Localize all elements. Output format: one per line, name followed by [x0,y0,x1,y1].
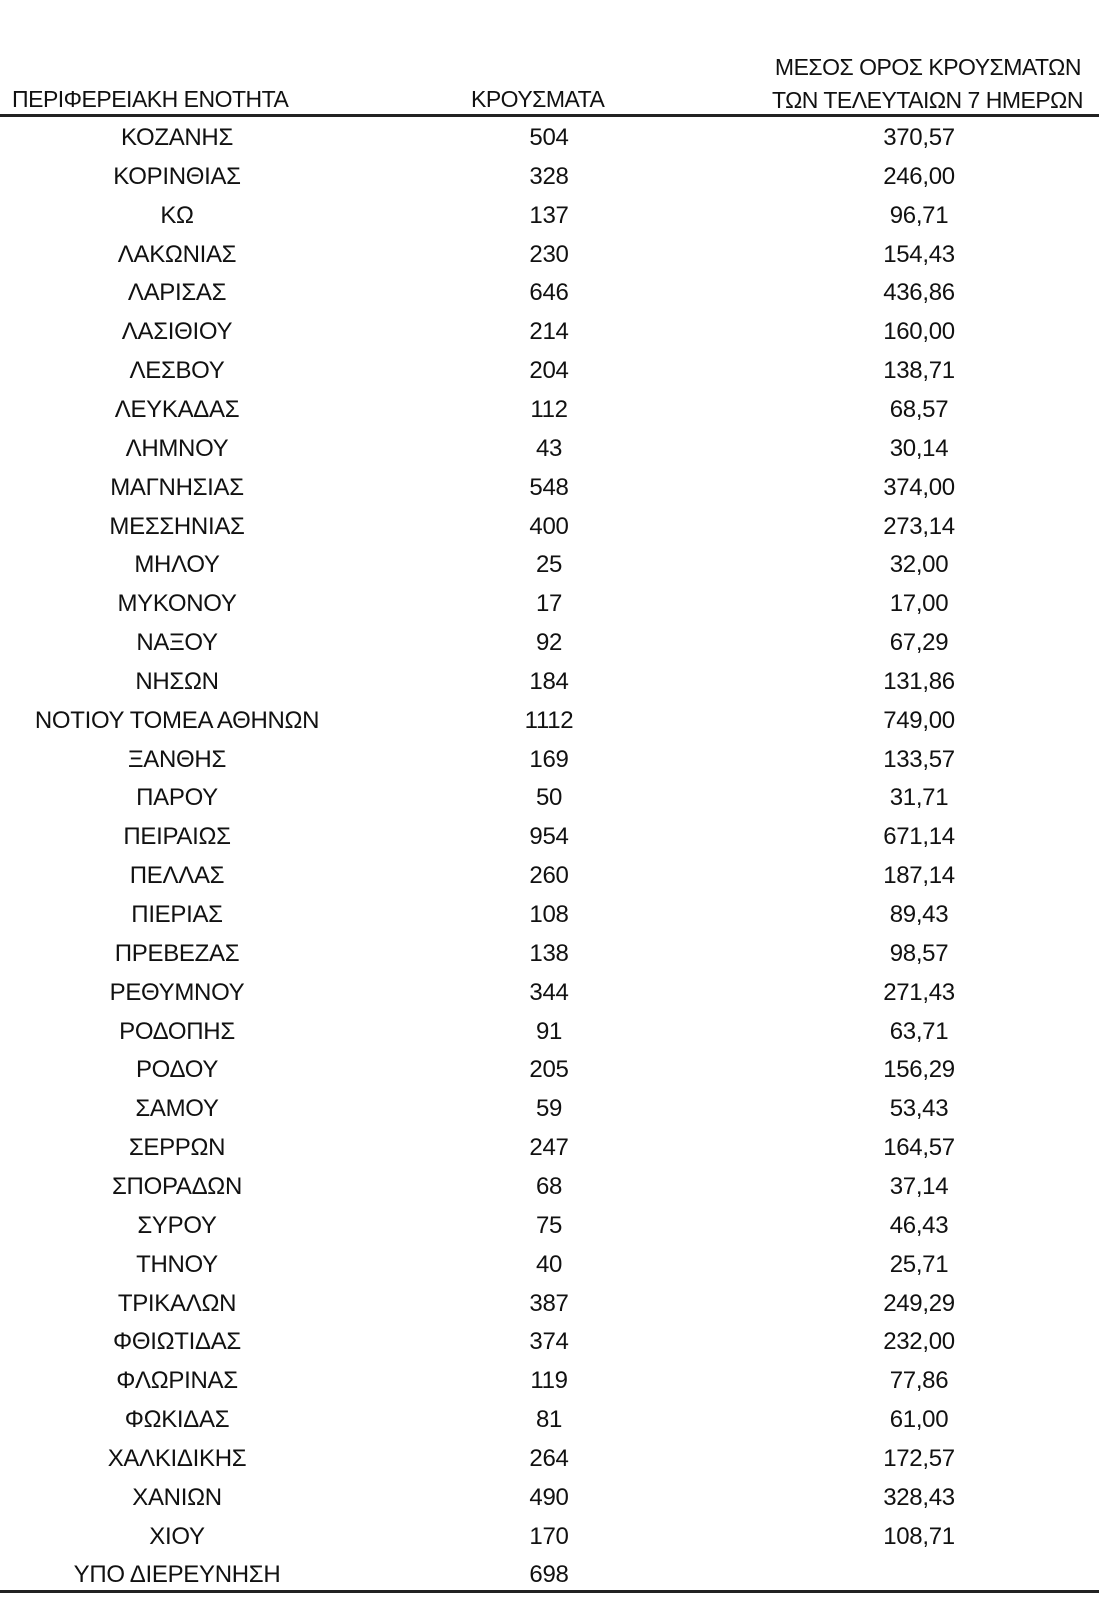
cell-cases: 169 [529,745,569,773]
cell-avg: 68,57 [889,395,949,423]
cell-avg: 98,57 [889,939,949,967]
table-row [0,1478,1099,1517]
cell-avg: 108,71 [883,1522,955,1550]
header-cases: ΚΡΟΥΣΜΑΤΑ [471,86,605,112]
table-row [0,778,1099,817]
cell-cases: 170 [529,1522,569,1550]
cell-avg: 154,43 [883,240,955,268]
cell-cases: 68 [535,1172,563,1200]
cell-region: ΡΟΔΟΥ [135,1056,219,1084]
cell-region: ΚΟΡΙΝΘΙΑΣ [113,162,241,190]
cell-cases: 247 [529,1134,569,1162]
cell-avg: 31,71 [889,784,949,812]
table-row [0,312,1099,351]
cell-region: ΧΑΝΙΩΝ [132,1483,222,1511]
cell-cases: 646 [529,279,569,307]
table-row [0,740,1099,779]
cell-avg: 17,00 [889,590,949,618]
cell-region: ΧΙΟΥ [149,1522,205,1550]
table-row [0,390,1099,429]
table-row [0,1400,1099,1439]
header-rule [0,114,1099,117]
table-row [0,429,1099,468]
cell-region: ΠΕΛΛΑΣ [129,862,225,890]
cell-cases: 328 [529,162,569,190]
table-row [0,1206,1099,1245]
table-row [0,545,1099,584]
cell-region: ΡΟΔΟΠΗΣ [119,1017,235,1045]
cell-cases: 490 [529,1483,569,1511]
table-row [0,817,1099,856]
cell-region: ΜΕΣΣΗΝΙΑΣ [109,512,245,540]
table-row [0,118,1099,157]
cell-cases: 214 [529,318,569,346]
cell-avg: 271,43 [883,978,955,1006]
cell-avg: 160,00 [883,318,955,346]
table-row [0,1555,1099,1594]
cell-region: ΠΙΕΡΙΑΣ [131,901,223,928]
header-region: ΠΕΡΙΦΕΡΕΙΑΚΗ ΕΝΟΤΗΤΑ [12,86,289,112]
cell-cases: 112 [530,395,568,423]
cell-avg: 131,86 [883,667,955,695]
table-row [0,507,1099,546]
cell-cases: 40 [535,1250,563,1278]
table-row [0,1167,1099,1206]
table-row [0,973,1099,1012]
cell-avg: 328,43 [883,1483,955,1511]
cell-cases: 260 [529,862,569,890]
cell-avg: 273,14 [883,512,955,540]
cell-region: ΝΗΣΩΝ [135,667,219,695]
cell-avg: 374,00 [883,473,955,501]
cell-region: ΜΗΛΟΥ [134,551,220,579]
table-row [0,1322,1099,1361]
cell-avg: 53,43 [889,1095,949,1123]
cell-avg: 37,14 [889,1172,949,1200]
cell-avg: 164,57 [883,1134,955,1162]
cell-region: ΥΠΟ ΔΙΕΡΕΥΝΗΣΗ [73,1561,281,1589]
cell-cases: 374 [529,1328,569,1356]
table-row [0,623,1099,662]
cell-avg: 671,14 [883,823,955,851]
cell-cases: 387 [529,1289,569,1317]
table-row [0,273,1099,312]
cell-region: ΞΑΝΘΗΣ [128,745,226,773]
cell-cases: 91 [535,1017,563,1045]
cell-region: ΠΕΙΡΑΙΩΣ [123,823,231,851]
cell-cases: 548 [529,473,569,501]
cell-region: ΛΑΡΙΣΑΣ [127,279,227,307]
cell-region: ΛΑΚΩΝΙΑΣ [117,240,237,268]
table-row [0,1128,1099,1167]
cell-region: ΛΕΣΒΟΥ [129,357,225,385]
cell-avg: 172,57 [883,1444,955,1472]
cell-region: ΤΗΝΟΥ [136,1250,218,1278]
cell-cases: 264 [529,1444,569,1472]
cell-avg: 32,00 [889,551,949,579]
cell-avg: 370,57 [883,124,955,151]
cell-region: ΛΗΜΝΟΥ [125,434,229,462]
cell-cases: 92 [535,629,563,657]
table-row [0,1089,1099,1128]
table-row [0,196,1099,235]
cell-avg: 249,29 [883,1289,955,1317]
cell-region: ΣΕΡΡΩΝ [128,1134,226,1162]
table-row [0,468,1099,507]
cell-region: ΝΟΤΙΟΥ ΤΟΜΕΑ ΑΘΗΝΩΝ [34,706,320,734]
cell-region: ΡΕΘΥΜΝΟΥ [109,978,245,1006]
cell-avg: 77,86 [889,1367,949,1395]
cell-region: ΜΥΚΟΝΟΥ [117,590,237,618]
table-row [0,1050,1099,1089]
cell-region: ΧΑΛΚΙΔΙΚΗΣ [107,1444,247,1472]
table-row [0,584,1099,623]
table-row [0,1361,1099,1400]
cell-region: ΝΑΞΟΥ [136,629,218,657]
cell-region: ΛΑΣΙΘΙΟΥ [121,318,233,346]
cell-avg: 67,29 [889,629,949,657]
cell-avg: 61,00 [889,1406,949,1434]
cell-avg: 46,43 [889,1211,949,1239]
cell-region: ΚΩ [160,201,194,229]
cell-region: ΦΛΩΡΙΝΑΣ [116,1367,238,1395]
cell-cases: 81 [535,1406,563,1434]
cell-region: ΦΩΚΙΔΑΣ [124,1406,230,1434]
table-row [0,895,1099,934]
table-row [0,351,1099,390]
cell-avg: 96,71 [889,201,949,229]
cell-region: ΣΥΡΟΥ [137,1211,217,1239]
cell-avg: 30,14 [889,434,949,462]
table-row [0,1245,1099,1284]
cell-cases: 698 [529,1561,569,1589]
table-row [0,934,1099,973]
cell-avg: 232,00 [883,1328,955,1356]
cell-cases: 230 [529,240,569,268]
cell-avg: 63,71 [889,1017,949,1045]
cell-cases: 1112 [524,706,574,734]
cell-cases: 400 [529,512,569,540]
cell-avg: 138,71 [883,357,955,385]
cell-cases: 204 [529,357,569,385]
cell-avg: 749,00 [883,706,955,734]
cell-avg: 25,71 [889,1250,949,1278]
cell-region: ΦΘΙΩΤΙΔΑΣ [113,1328,241,1356]
table-row [0,701,1099,740]
cell-cases: 137 [529,201,569,229]
cell-avg: 246,00 [883,162,955,190]
table-row [0,235,1099,274]
table-row [0,1439,1099,1478]
cell-cases: 344 [529,978,569,1006]
cell-cases: 25 [535,551,563,579]
table-row [0,1012,1099,1051]
cell-cases: 504 [529,124,569,151]
cell-region: ΠΡΕΒΕΖΑΣ [114,939,240,967]
table-row [0,1284,1099,1323]
cell-avg: 89,43 [889,901,949,928]
cell-avg: 187,14 [883,862,955,890]
cell-region: ΚΟΖΑΝΗΣ [120,124,234,151]
table-row [0,662,1099,701]
header-avg-line1: ΜΕΣΟΣ ΟΡΟΣ ΚΡΟΥΣΜΑΤΩΝ [774,54,1081,80]
cell-cases: 75 [535,1211,563,1239]
table-row [0,856,1099,895]
cell-region: ΣΑΜΟΥ [135,1095,219,1123]
cell-region: ΠΑΡΟΥ [136,784,218,812]
cell-cases: 59 [535,1095,563,1123]
cell-region: ΤΡΙΚΑΛΩΝ [117,1289,237,1317]
cell-cases: 954 [529,823,569,851]
cell-cases: 184 [529,667,569,695]
cell-avg: 156,29 [883,1056,955,1084]
cell-cases: 17 [535,590,563,618]
cell-cases: 205 [529,1056,569,1084]
cell-region: ΛΕΥΚΑΔΑΣ [114,395,240,423]
cell-cases: 119 [530,1367,568,1395]
cell-region: ΜΑΓΝΗΣΙΑΣ [110,473,244,501]
cell-cases: 108 [529,901,569,928]
table-row [0,157,1099,196]
header-avg-line2: ΤΩΝ ΤΕΛΕΥΤΑΙΩΝ 7 ΗΜΕΡΩΝ [771,87,1083,113]
cell-cases: 50 [535,784,563,812]
cell-avg: 436,86 [883,279,955,307]
bottom-rule [0,1590,1099,1593]
cell-region: ΣΠΟΡΑΔΩΝ [112,1172,242,1200]
cell-cases: 138 [529,939,569,967]
cell-cases: 43 [535,434,563,462]
cell-avg: 133,57 [883,745,955,773]
table-row [0,1517,1099,1556]
